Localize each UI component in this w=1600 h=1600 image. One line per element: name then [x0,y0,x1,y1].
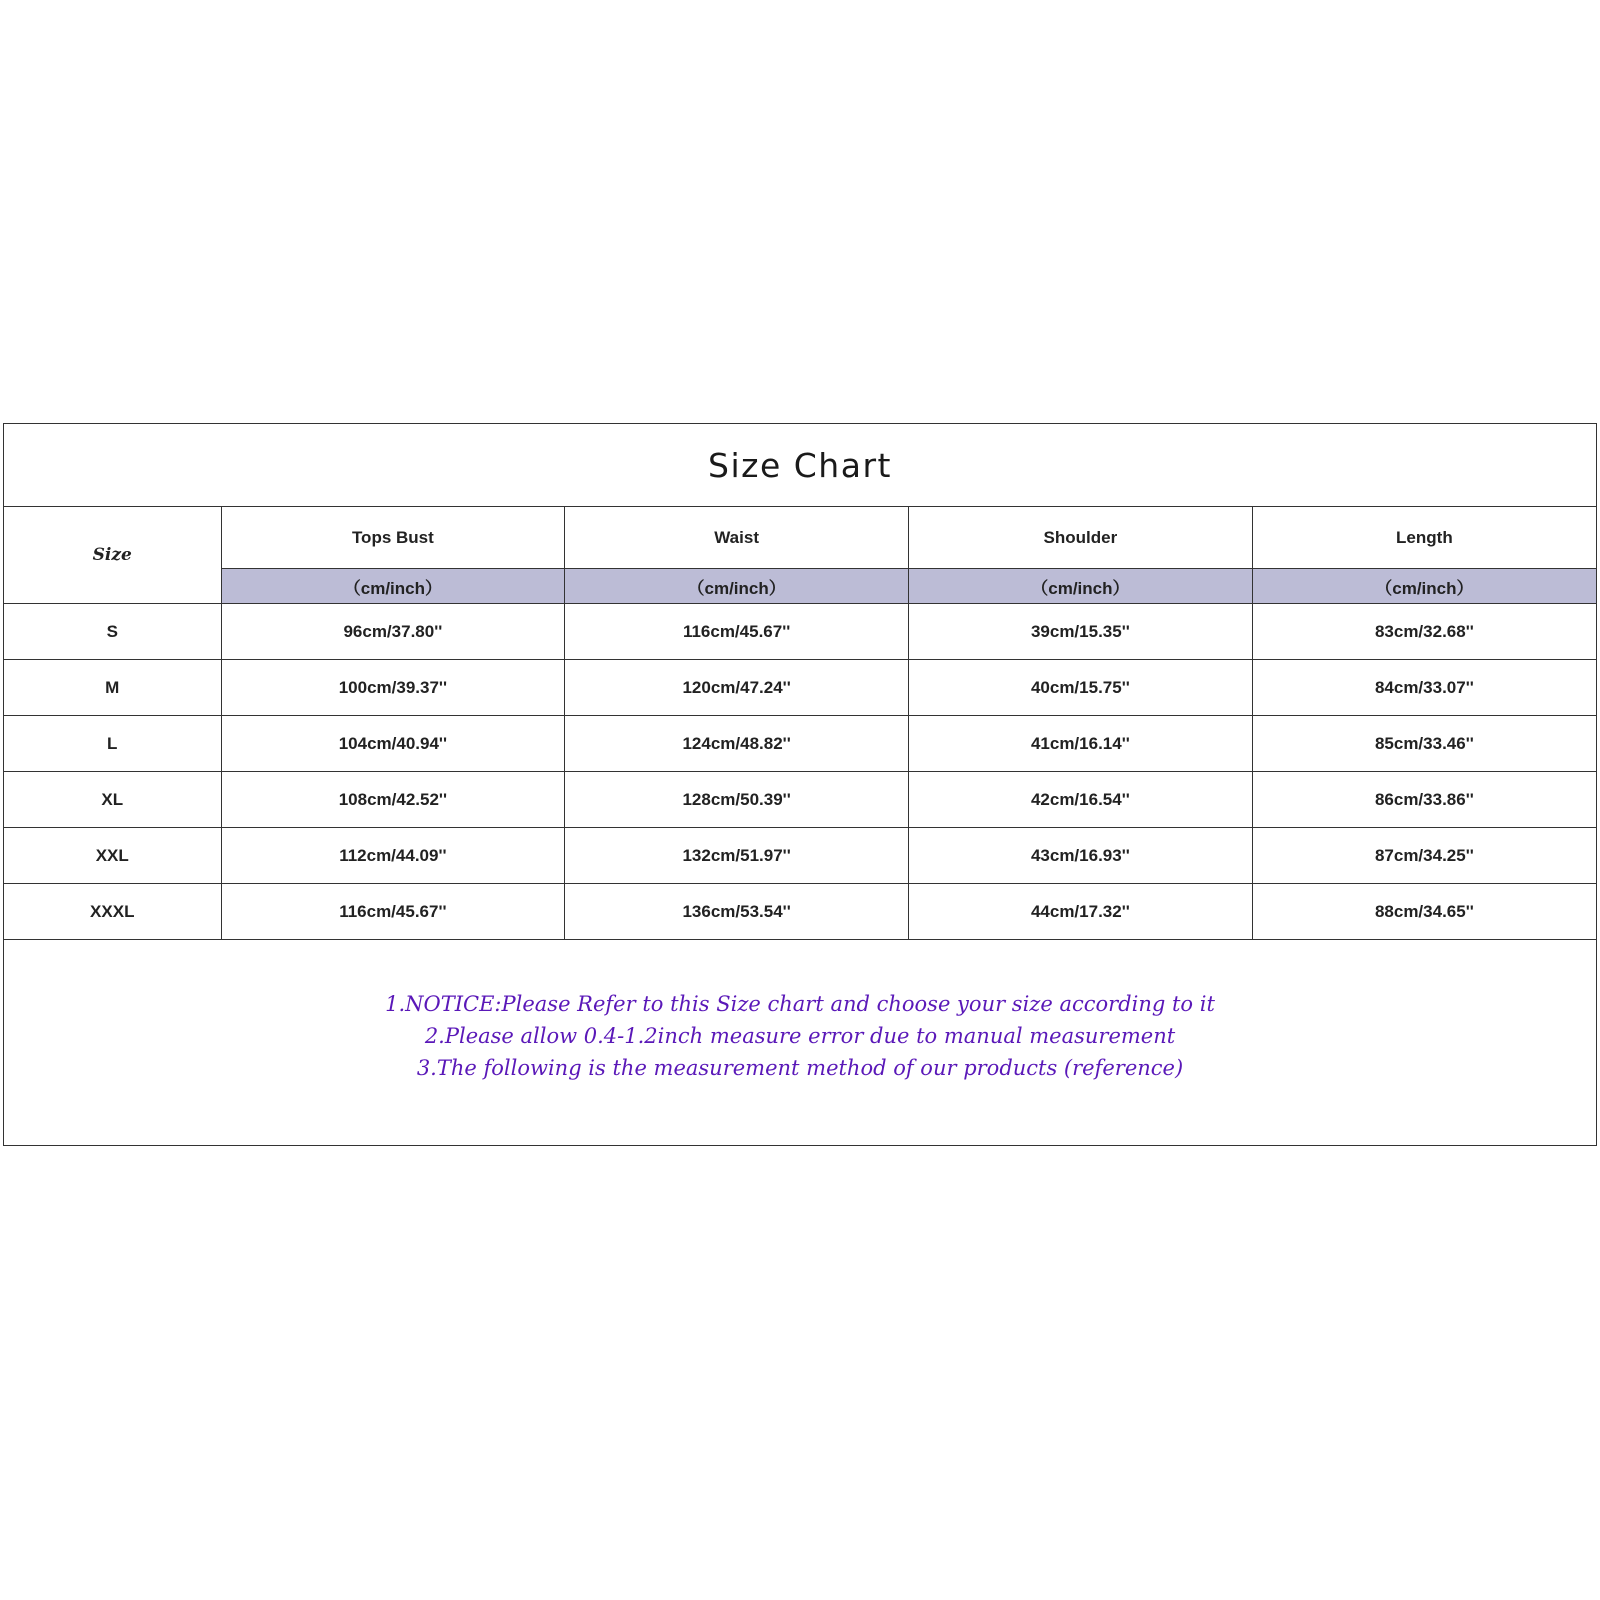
tops-bust-cell: 96cm/37.80'' [221,604,565,660]
unit-label: （cm/inch） [1252,569,1596,604]
waist-cell: 120cm/47.24'' [565,660,909,716]
length-cell: 88cm/34.65'' [1252,884,1596,940]
table-row [4,660,1596,716]
size-table [4,507,1596,940]
size-cell: XL [4,772,221,828]
tops-bust-cell: 116cm/45.67'' [221,884,565,940]
size-cell: XXXL [4,884,221,940]
unit-label: （cm/inch） [909,569,1253,604]
waist-cell: 124cm/48.82'' [565,716,909,772]
shoulder-cell: 44cm/17.32'' [909,884,1253,940]
tops-bust-cell: 100cm/39.37'' [221,660,565,716]
column-header-waist: Waist [565,507,909,569]
tops-bust-cell: 104cm/40.94'' [221,716,565,772]
waist-cell: 136cm/53.54'' [565,884,909,940]
waist-cell: 128cm/50.39'' [565,772,909,828]
length-cell: 83cm/32.68'' [1252,604,1596,660]
table-row [4,604,1596,660]
size-cell: S [4,604,221,660]
unit-label: （cm/inch） [221,569,565,604]
table-row [4,828,1596,884]
note-line-1: 1.NOTICE:Please Refer to this Size chart and choose your size according to it [385,992,1215,1016]
header-row [4,507,1596,569]
notes-block [4,988,1596,1084]
column-header-tops-bust: Tops Bust [221,507,565,569]
table-row [4,884,1596,940]
length-cell: 87cm/34.25'' [1252,828,1596,884]
note-line-3: 3.The following is the measurement method of our products (reference) [416,1056,1184,1080]
length-cell: 85cm/33.46'' [1252,716,1596,772]
shoulder-cell: 43cm/16.93'' [909,828,1253,884]
column-header-length: Length [1252,507,1596,569]
size-cell: L [4,716,221,772]
shoulder-cell: 41cm/16.14'' [909,716,1253,772]
shoulder-cell: 39cm/15.35'' [909,604,1253,660]
tops-bust-cell: 112cm/44.09'' [221,828,565,884]
column-header-shoulder: Shoulder [909,507,1253,569]
unit-label: （cm/inch） [565,569,909,604]
length-cell: 86cm/33.86'' [1252,772,1596,828]
shoulder-cell: 42cm/16.54'' [909,772,1253,828]
waist-cell: 116cm/45.67'' [565,604,909,660]
size-column-header: Size [4,507,221,604]
tops-bust-cell: 108cm/42.52'' [221,772,565,828]
note-line-2: 2.Please allow 0.4-1.2inch measure error due to manual measurement [424,1024,1176,1048]
size-chart-frame [3,423,1597,1146]
chart-title: Size Chart [4,424,1596,507]
length-cell: 84cm/33.07'' [1252,660,1596,716]
shoulder-cell: 40cm/15.75'' [909,660,1253,716]
size-cell: M [4,660,221,716]
unit-row [4,569,1596,604]
waist-cell: 132cm/51.97'' [565,828,909,884]
size-cell: XXL [4,828,221,884]
table-row [4,716,1596,772]
table-row [4,772,1596,828]
